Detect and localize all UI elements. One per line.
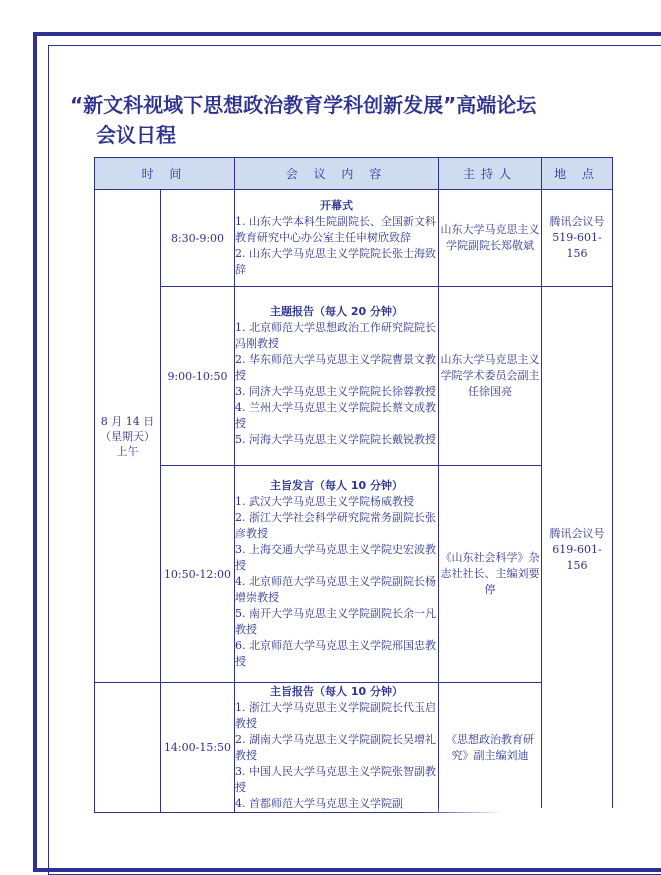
session-content xyxy=(235,466,439,683)
session-heading: 主旨发言（每人 10 分钟） xyxy=(270,479,403,492)
session-item: 1. 武汉大学马克思主义学院杨威教授 xyxy=(235,495,415,508)
header-host: 主持人 xyxy=(439,158,542,190)
table-row xyxy=(95,466,613,683)
session-heading: 主题报告（每人 20 分钟） xyxy=(270,305,403,318)
session-host: 山东大学马克思主义学院学术委员会副主任徐国亮 xyxy=(439,287,542,466)
schedule-table xyxy=(94,157,613,813)
date-period: 上午 xyxy=(116,444,139,458)
session-content xyxy=(235,683,439,813)
session-item: 5. 河海大学马克思主义学院院长戴锐教授 xyxy=(235,433,437,446)
session-host: 《思想政治教育研究》副主编刘迪 xyxy=(439,683,542,813)
table-row xyxy=(95,683,613,813)
session-time: 8:30-9:00 xyxy=(161,190,235,287)
session-item: 1. 北京师范大学思想政治工作研究院院长冯刚教授 xyxy=(235,321,437,350)
session-item: 3. 中国人民大学马克思主义学院张智副教授 xyxy=(235,764,437,794)
session-item: 4. 兰州大学马克思主义学院院长蔡文成教授 xyxy=(235,401,437,430)
session-content xyxy=(235,190,439,287)
bottom-fade xyxy=(420,808,661,858)
session-item: 6. 北京师范大学马克思主义学院邢国忠教授 xyxy=(235,639,437,668)
session-time: 10:50-12:00 xyxy=(161,466,235,683)
session-item: 3. 同济大学马克思主义学院院长徐蓉教授 xyxy=(235,385,437,398)
session-host: 《山东社会科学》杂志社社长、主编刘要停 xyxy=(439,466,542,683)
table-row xyxy=(95,190,613,287)
header-content: 会 议 内 容 xyxy=(235,158,439,190)
header-time: 时 间 xyxy=(95,158,235,190)
session-time: 9:00-10:50 xyxy=(161,287,235,466)
session-item: 2. 华东师范大学马克思主义学院曹景文教授 xyxy=(235,353,437,382)
table-header-row xyxy=(95,158,613,190)
session-item: 4. 首都师范大学马克思主义学院副 xyxy=(235,796,404,810)
session-heading: 主旨报告（每人 10 分钟） xyxy=(270,684,403,698)
date-weekday: （星期天） xyxy=(100,429,155,443)
session-content xyxy=(235,287,439,466)
session-item: 1. 浙江大学马克思主义学院副院长代玉启教授 xyxy=(235,700,437,730)
date-day: 8 月 14 日 xyxy=(100,414,155,428)
venue-cell: 腾讯会议号519-601-156 xyxy=(542,190,613,287)
session-host: 山东大学马克思主义学院副院长郑敬斌 xyxy=(439,190,542,287)
session-heading: 开幕式 xyxy=(320,199,354,212)
session-item: 4. 北京师范大学马克思主义学院副院长杨增崇教授 xyxy=(235,575,437,604)
page-title xyxy=(70,90,650,150)
title-line-2: 会议日程 xyxy=(96,123,176,147)
session-item: 3. 上海交通大学马克思主义学院史宏波教授 xyxy=(235,543,437,572)
venue-cell: 腾讯会议号619-601-156 xyxy=(542,287,613,813)
session-item: 2. 浙江大学社会科学研究院常务副院长张彦教授 xyxy=(235,511,437,540)
date-cell-empty xyxy=(95,683,161,813)
table-row xyxy=(95,287,613,466)
date-cell xyxy=(95,190,161,683)
session-item: 2. 山东大学马克思主义学院院长张士海致辞 xyxy=(235,247,437,276)
session-item: 2. 湖南大学马克思主义学院副院长吴增礼教授 xyxy=(235,732,437,762)
title-line-1: “新文科视域下思想政治教育学科创新发展”高端论坛 xyxy=(70,93,537,117)
session-time: 14:00-15:50 xyxy=(161,683,235,813)
session-item: 1. 山东大学本科生院副院长、全国新文科教育研究中心办公室主任申树欣致辞 xyxy=(235,215,437,244)
header-venue: 地 点 xyxy=(542,158,613,190)
session-item: 5. 南开大学马克思主义学院副院长余一凡教授 xyxy=(235,607,437,636)
